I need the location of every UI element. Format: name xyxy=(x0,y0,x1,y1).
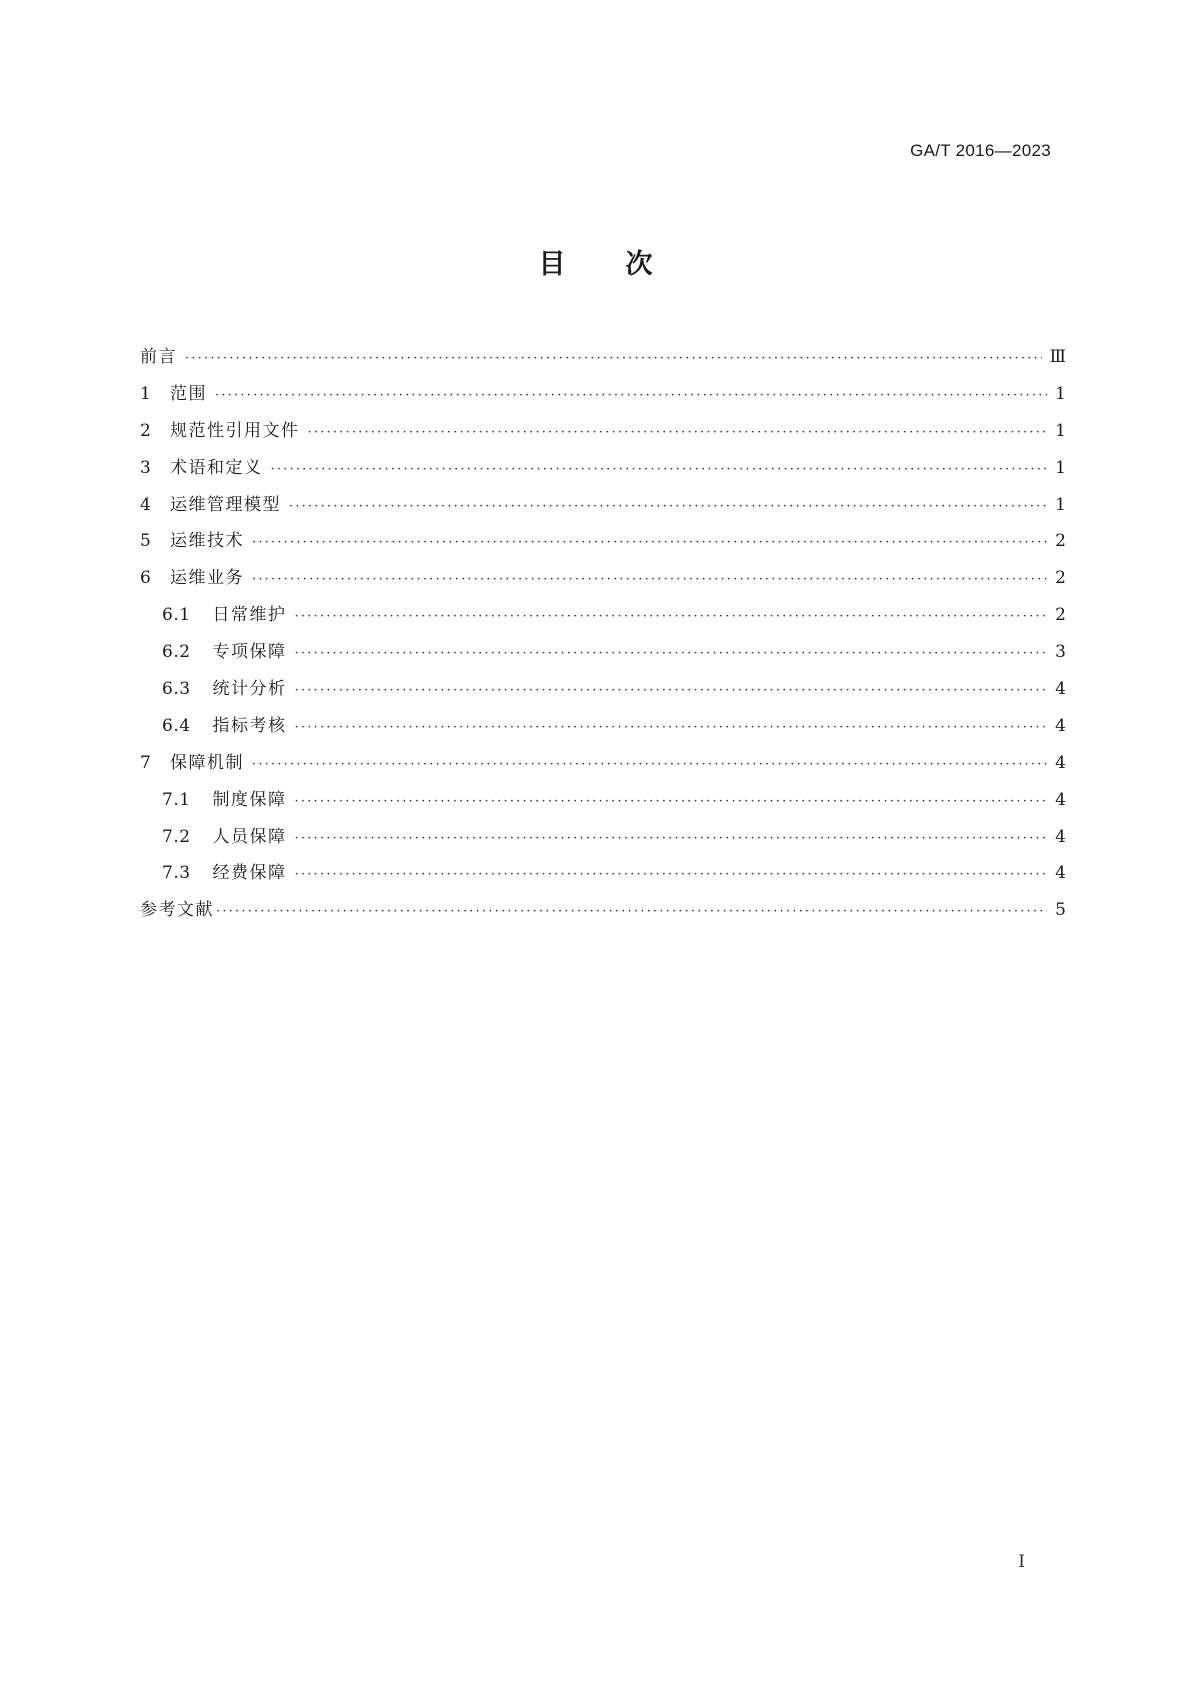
toc-entry-number: 3 xyxy=(140,457,151,478)
toc-dot-leader xyxy=(295,646,1048,661)
toc-entry-page: 1 xyxy=(1055,457,1066,478)
toc-entry[interactable] xyxy=(140,490,1066,527)
toc-entry[interactable] xyxy=(140,895,1066,932)
toc-entry[interactable] xyxy=(140,453,1066,490)
toc-entry-label: 规范性引用文件 xyxy=(170,420,300,441)
toc-entry-label: 前言 xyxy=(140,347,177,367)
toc-entry[interactable] xyxy=(140,674,1066,711)
toc-entry-label: 经费保障 xyxy=(212,863,287,884)
table-of-contents xyxy=(140,342,1066,932)
toc-entry-number: 5 xyxy=(140,531,151,552)
page-title: 目次 xyxy=(538,249,713,280)
toc-entry[interactable] xyxy=(140,600,1066,637)
toc-dot-leader xyxy=(295,794,1048,809)
toc-dot-leader xyxy=(185,351,1042,366)
toc-entry-number: 7.3 xyxy=(162,863,191,884)
toc-dot-leader xyxy=(295,867,1048,882)
toc-dot-leader xyxy=(295,609,1048,624)
toc-entry[interactable] xyxy=(140,858,1066,895)
toc-entry[interactable] xyxy=(140,785,1066,822)
toc-dot-leader xyxy=(215,388,1047,403)
toc-entry-page: 4 xyxy=(1055,863,1066,884)
toc-entry[interactable] xyxy=(140,711,1066,748)
toc-entry-number: 4 xyxy=(140,494,151,515)
toc-entry[interactable] xyxy=(140,416,1066,453)
toc-entry-page: 5 xyxy=(1055,900,1066,921)
toc-entry[interactable] xyxy=(140,526,1066,563)
toc-entry-page: 3 xyxy=(1055,642,1066,663)
toc-entry[interactable] xyxy=(140,563,1066,600)
toc-entry-page: 1 xyxy=(1055,420,1066,441)
toc-entry-number: 2 xyxy=(140,420,151,441)
toc-dot-leader xyxy=(216,904,1047,919)
toc-entry-label: 日常维护 xyxy=(212,605,287,626)
toc-entry-page: Ⅲ xyxy=(1049,347,1066,367)
toc-entry-label: 指标考核 xyxy=(212,715,287,736)
toc-dot-leader xyxy=(289,499,1047,514)
page-number: Ⅰ xyxy=(1018,1552,1025,1572)
toc-dot-leader xyxy=(252,572,1047,587)
toc-dot-leader xyxy=(295,683,1048,698)
toc-entry-label: 人员保障 xyxy=(212,826,287,847)
toc-entry-page: 4 xyxy=(1055,679,1066,700)
toc-entry-label: 保障机制 xyxy=(170,752,244,773)
toc-entry[interactable] xyxy=(140,822,1066,859)
toc-dot-leader xyxy=(295,831,1048,846)
standard-code: GA/T 2016—2023 xyxy=(910,141,1051,160)
toc-entry-label: 专项保障 xyxy=(212,642,287,663)
toc-entry-page: 2 xyxy=(1055,568,1066,589)
toc-entry-label: 术语和定义 xyxy=(170,457,263,478)
toc-entry-number: 6.4 xyxy=(162,715,191,736)
toc-dot-leader xyxy=(271,462,1048,477)
toc-entry-page: 2 xyxy=(1055,605,1066,626)
toc-entry-page: 2 xyxy=(1055,531,1066,552)
toc-dot-leader xyxy=(252,757,1047,772)
toc-dot-leader xyxy=(308,425,1048,440)
toc-entry-number: 7.2 xyxy=(162,826,191,847)
toc-entry[interactable] xyxy=(140,379,1066,416)
toc-entry-label: 范围 xyxy=(170,383,207,404)
toc-entry-page: 4 xyxy=(1055,715,1066,736)
toc-entry-number: 6.3 xyxy=(162,679,191,700)
toc-entry-number: 7.1 xyxy=(162,789,191,810)
toc-dot-leader xyxy=(295,720,1048,735)
toc-dot-leader xyxy=(252,535,1047,550)
toc-entry-page: 4 xyxy=(1055,752,1066,773)
toc-entry-label: 运维技术 xyxy=(170,531,244,552)
toc-entry-number: 6.2 xyxy=(162,642,191,663)
toc-entry-page: 4 xyxy=(1055,826,1066,847)
toc-entry-label: 运维业务 xyxy=(170,568,244,589)
toc-entry-number: 6.1 xyxy=(162,605,191,626)
toc-entry-page: 1 xyxy=(1055,383,1066,404)
toc-entry-label: 统计分析 xyxy=(212,679,287,700)
toc-entry-page: 4 xyxy=(1055,789,1066,810)
toc-entry[interactable] xyxy=(140,637,1066,674)
toc-entry[interactable] xyxy=(140,342,1066,379)
toc-entry-page: 1 xyxy=(1055,494,1066,515)
toc-entry-number: 6 xyxy=(140,568,151,589)
toc-entry[interactable] xyxy=(140,748,1066,785)
toc-entry-number: 7 xyxy=(140,752,151,773)
toc-entry-label: 参考文献 xyxy=(140,900,214,921)
toc-entry-label: 运维管理模型 xyxy=(170,494,281,515)
toc-entry-number: 1 xyxy=(140,383,151,404)
toc-entry-label: 制度保障 xyxy=(212,789,287,810)
